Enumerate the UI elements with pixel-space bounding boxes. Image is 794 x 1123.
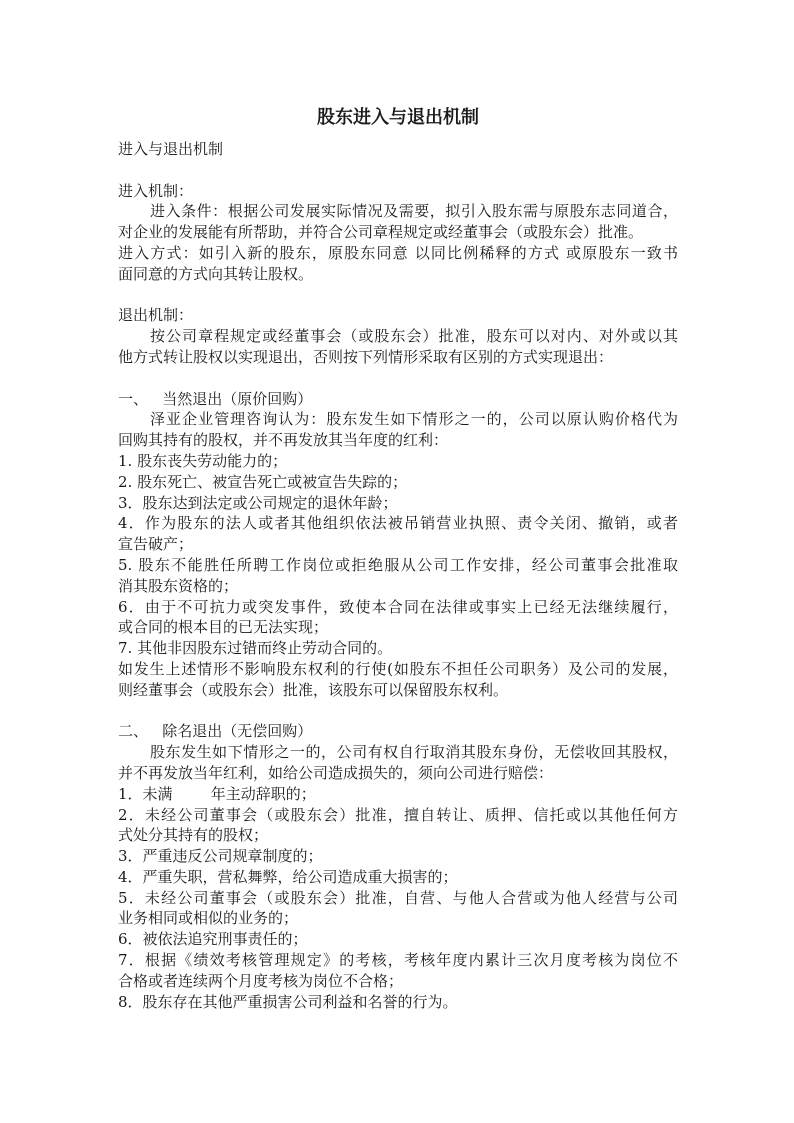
text-line: 4．严重失职，营私舞弊，给公司造成重大损害的；: [118, 867, 458, 886]
paragraph: [118, 846, 678, 867]
spacer: [118, 701, 678, 722]
paragraph: [118, 326, 678, 368]
paragraph: [118, 659, 678, 701]
entry-heading: 进入机制：: [118, 181, 194, 200]
text-line: 6．由于不可抗力或突发事件，致使本合同在法律或事实上已经无法继续履行，: [118, 597, 678, 616]
text-line: 5．未经公司董事会（或股东会）批准，自营、与他人合营或为他人经营与公司: [118, 888, 678, 907]
paragraph: [118, 950, 678, 992]
paragraph: [118, 597, 678, 639]
text-line: 合格或者连续两个月度考核为岗位不合格；: [118, 971, 404, 990]
text-line: 7. 其他非因股东过错而终止劳动合同的。: [118, 639, 393, 658]
spacer: [118, 285, 678, 306]
text-line: 则经董事会（或股东会）批准，该股东可以保留股东权利。: [118, 680, 509, 699]
paragraph: [118, 805, 678, 847]
text-line: 按公司章程规定或经董事会（或股东会）批准，股东可以对内、对外或以其: [150, 327, 678, 346]
spacer: [118, 160, 678, 181]
text-line: 3．严重违反公司规章制度的；: [118, 847, 323, 866]
text-line: 7．根据《绩效考核管理规定》的考核，考核年度内累计三次月度考核为岗位不: [118, 951, 678, 970]
paragraph: [118, 888, 678, 930]
paragraph: [118, 638, 678, 659]
section1-body: [118, 409, 678, 700]
paragraph: [118, 472, 678, 493]
document-page: [118, 105, 678, 1012]
text-line: 对企业的发展能有所帮助，并符合公司章程规定或经董事会（或股东会）批准。: [118, 223, 644, 242]
text-line: 宣告破产；: [118, 535, 194, 554]
paragraph: [118, 493, 678, 514]
document-title: 股东进入与退出机制: [317, 107, 479, 128]
section1-heading: 一、 当然退出（原价回购）: [118, 389, 313, 408]
text-line: 2．未经公司董事会（或股东会）批准，擅自转让、质押、信托或以其他任何方: [118, 805, 678, 824]
text-line: 4．作为股东的法人或者其他组织依法被吊销营业执照、责令关闭、撤销，或者: [118, 514, 678, 533]
text-line: 他方式转让股权以实现退出，否则按下列情形采取有区别的方式实现退出：: [118, 347, 614, 366]
paragraph: [118, 929, 678, 950]
paragraph: [118, 784, 678, 805]
text-line: 5. 股东不能胜任所聘工作岗位或拒绝服从公司工作安排，经公司董事会批准取: [118, 555, 678, 574]
section2-body: [118, 742, 678, 1012]
text-line: 或合同的根本目的已无法实现；: [118, 618, 329, 637]
text-line: 1．未满 年主动辞职的；: [118, 784, 316, 803]
spacer: [118, 368, 678, 389]
paragraph: [118, 243, 678, 285]
paragraph: [118, 513, 678, 555]
text-line: 泽亚企业管理咨询认为：股东发生如下情形之一的，公司以原认购价格代为: [150, 410, 678, 429]
text-line: 8．股东存在其他严重损害公司利益和名誉的行为。: [118, 992, 458, 1011]
text-line: 3．股东达到法定或公司规定的退休年龄；: [118, 493, 398, 512]
exit-body: [118, 326, 678, 368]
paragraph: [118, 555, 678, 597]
paragraph: [118, 742, 678, 784]
text-line: 进入条件：根据公司发展实际情况及需要，拟引入股东需与原股东志同道合，: [150, 202, 678, 221]
paragraph: [118, 867, 678, 888]
section2-heading: 二、 除名退出（无偿回购）: [118, 722, 313, 741]
text-line: 进入方式：如引入新的股东，原股东同意 以同比例稀释的方式 或原股东一致书: [118, 243, 678, 262]
text-line: 股东发生如下情形之一的，公司有权自行取消其股东身份，无偿收回其股权，: [150, 743, 678, 762]
entry-body: [118, 201, 678, 284]
text-line: 2. 股东死亡、被宣告死亡或被宣告失踪的；: [118, 472, 408, 491]
paragraph: [118, 992, 678, 1013]
exit-heading: 退出机制：: [118, 306, 194, 325]
text-line: 并不再发放当年红利，如给公司造成损失的，须向公司进行赔偿：: [118, 763, 554, 782]
text-line: 业务相同或相似的业务的；: [118, 909, 299, 928]
paragraph: [118, 409, 678, 451]
text-line: 式处分其持有的股权；: [118, 826, 269, 845]
text-line: 如发生上述情形不影响股东权利的行使(如股东不担任公司职务）及公司的发展，: [118, 659, 678, 678]
paragraph: [118, 451, 678, 472]
text-line: 回购其持有的股权，并不再发放其当年度的红利：: [118, 431, 449, 450]
text-line: 面同意的方式向其转让股权。: [118, 264, 314, 283]
text-line: 消其股东资格的；: [118, 576, 239, 595]
text-line: 6．被依法追究刑事责任的；: [118, 930, 308, 949]
document-subtitle: 进入与退出机制: [118, 140, 224, 158]
paragraph: [118, 201, 678, 243]
text-line: 1. 股东丧失劳动能力的；: [118, 451, 288, 470]
